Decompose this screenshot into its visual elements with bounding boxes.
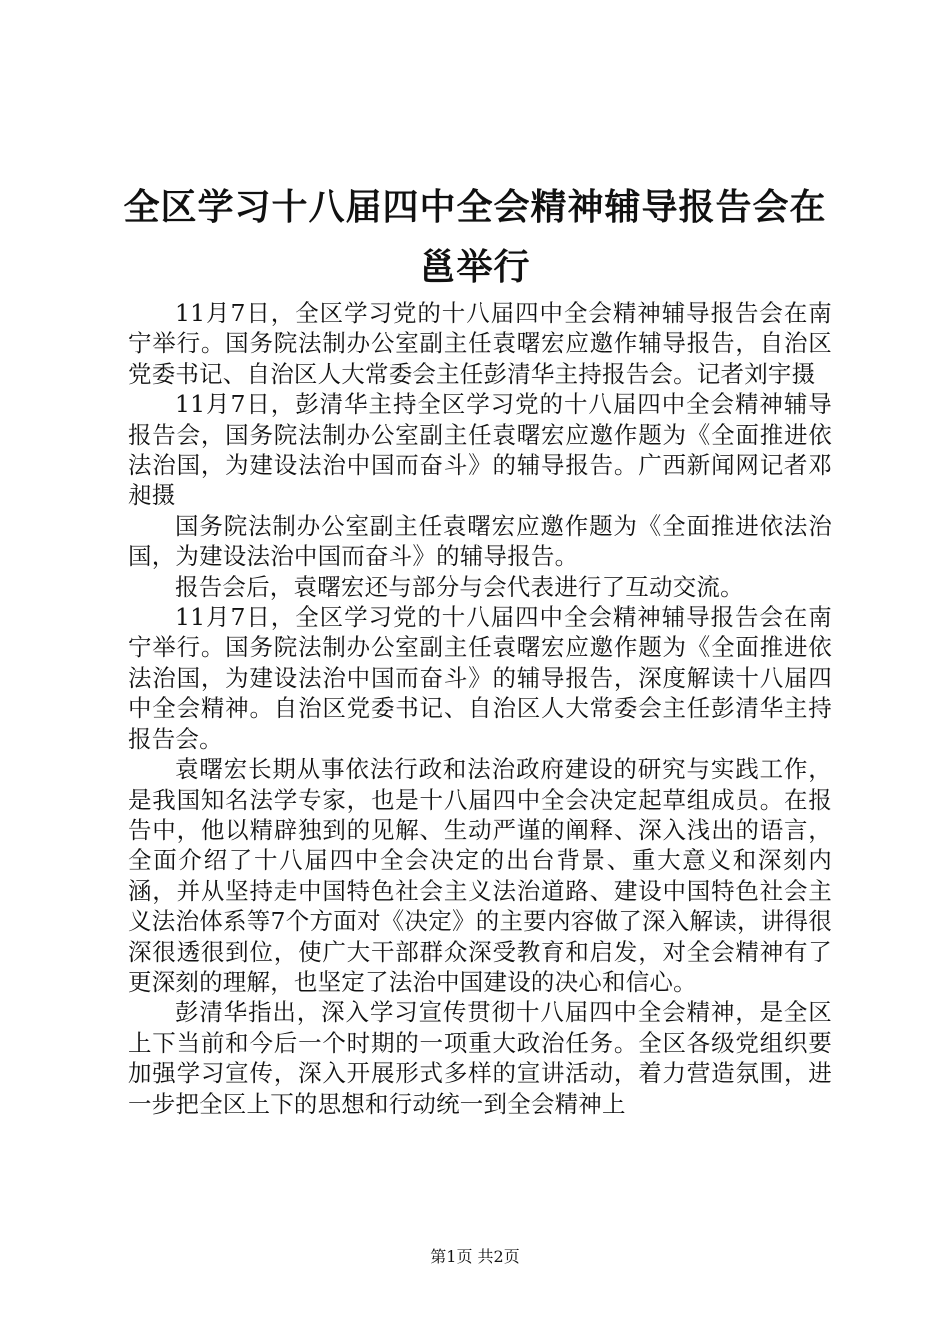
paragraph-6: 袁曙宏长期从事依法行政和法治政府建设的研究与实践工作，是我国知名法学专家，也是十八届四中全会决定起草组成员。在报告中，他以精辟独到的见解、生动严谨的阐释、深入浅出的语言，全面介绍了十八届四中全会决定的出台背景、重大意义和深刻内涵，并从坚持走中国特色社会主义法治道路、建设中国特色社会主义法治体系等7个方面对《决定》的主要内容做了深入解读，讲得很深很透很到位，使广大干部群众深受教育和启发，对全会精神有了更深刻的理解，也坚定了法治中国建设的决心和信心。 xyxy=(128,755,832,996)
paragraph-2: 11月7日，彭清华主持全区学习党的十八届四中全会精神辅导报告会，国务院法制办公室副主任袁曙宏应邀作题为《全面推进依法治国，为建设法治中国而奋斗》的辅导报告。广西新闻网记者邓昶摄 xyxy=(128,390,832,510)
paragraph-7: 彭清华指出，深入学习宣传贯彻十八届四中全会精神，是全区上下当前和今后一个时期的一项重大政治任务。全区各级党组织要加强学习宣传，深入开展形式多样的宣讲活动，着力营造氛围，进一步把全区上下的思想和行动统一到全会精神上 xyxy=(128,998,832,1118)
paragraph-3: 国务院法制办公室副主任袁曙宏应邀作题为《全面推进依法治国，为建设法治中国而奋斗》的辅导报告。 xyxy=(128,511,832,571)
paragraph-5: 11月7日，全区学习党的十八届四中全会精神辅导报告会在南宁举行。国务院法制办公室副主任袁曙宏应邀作题为《全面推进依法治国，为建设法治中国而奋斗》的辅导报告，深度解读十八届四中全会精神。自治区党委书记、自治区人大常委会主任彭清华主持报告会。 xyxy=(128,603,832,753)
page-footer: 第1页 共2页 xyxy=(430,1247,520,1266)
paragraph-4: 报告会后，袁曙宏还与部分与会代表进行了互动交流。 xyxy=(175,572,744,601)
document-title: 全区学习十八届四中全会精神辅导报告会在邕举行 xyxy=(123,187,827,288)
paragraph-1: 11月7日，全区学习党的十八届四中全会精神辅导报告会在南宁举行。国务院法制办公室副主任袁曙宏应邀作辅导报告，自治区党委书记、自治区人大常委会主任彭清华主持报告会。记者刘宇摄 xyxy=(128,299,832,388)
document-body xyxy=(128,298,832,1119)
